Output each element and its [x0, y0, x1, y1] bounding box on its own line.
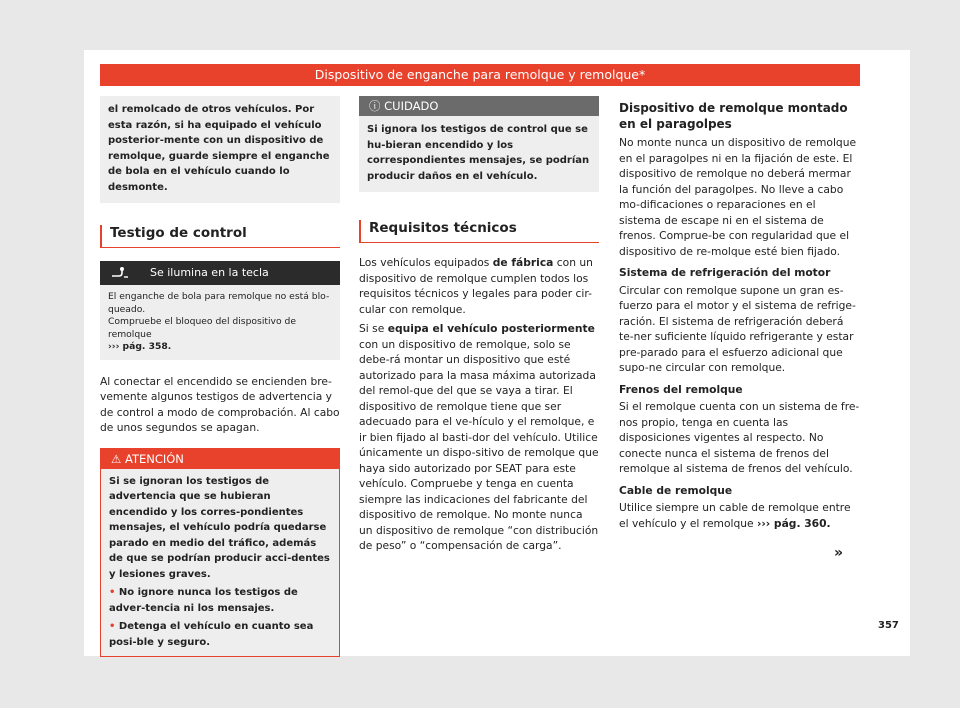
bullet-icon: •: [109, 587, 116, 598]
column-left: [100, 96, 340, 657]
caution-header: [359, 96, 599, 116]
towbar-warning-icon: [110, 266, 130, 280]
indicator-page-ref[interactable]: ››› pág. 358.: [108, 341, 172, 352]
heading-paragolpes: Dispositivo de remolque montado en el paragolpes: [619, 101, 848, 131]
caution-box: [359, 96, 599, 192]
caution-text: Si ignora los testigos de control que se hu-bieran encendido y los correspondientes mensajes, se podrían producir daños en el vehículo.: [359, 116, 599, 192]
bullet-icon: •: [109, 621, 116, 632]
paragraph-refrigeracion: Circular con remolque supone un gran es-fuerzo para el motor y el sistema de refrige-ración. El sistema de refrigeración deberá te-ner suficiente líquido refrigerante y estar pre-parado para el esfuerzo adicional que supo-ne circular con remolque.: [619, 283, 856, 374]
indicator-paragraph: Al conectar el encendido se encienden bre-vemente algunos testigos de advertencia y de control a modo de comprobación. Al cabo de unos segundos se apagan.: [100, 374, 340, 434]
warning-bullet-2: • Detenga el vehículo en cuanto sea posi-ble y seguro.: [109, 621, 314, 648]
warning-body: [101, 469, 339, 657]
warning-text: Si se ignoran los testigos de advertencia que se hubieran encendido y los corres-pondientes mensajes, el vehículo podría quedarse parado en medio del tráfico, además de que se podrían producir acci-dentes y lesiones graves.: [109, 475, 330, 580]
warning-label: ATENCIÓN: [124, 451, 184, 466]
paragraph-cable: Utilice siempre un cable de remolque entre el vehículo y el remolque ››› pág. 360.: [619, 501, 851, 530]
info-circle-icon: ⓘ: [369, 99, 381, 113]
page-number: 357: [878, 620, 899, 631]
indicator-table-header: [100, 261, 340, 285]
warning-bullet-1: • No ignore nunca los testigos de adver-tencia ni los mensajes.: [109, 587, 298, 614]
heading-refrigeracion: Sistema de refrigeración del motor: [619, 266, 831, 279]
continue-marker: »: [834, 545, 844, 561]
cable-page-ref[interactable]: ››› pág. 360.: [757, 516, 831, 530]
heading-frenos: Frenos del remolque: [619, 382, 743, 396]
requisitos-paragraph-2: Si se equipa el vehículo posteriormente con un dispositivo de remolque, solo se debe-rá montar un dispositivo que esté autorizado para la masa máxima autorizada del remol-que del que se vaya a tirar. El dispositivo de remolque tiene que ser adecuado para el ve-hículo y el remolque, e ir bien fijado al basti-dor del vehículo. Utilice únicamente un dispo-sitivo de remolque que haya sido autorizado por SEAT para este vehículo. Compruebe y tenga en cuenta siempre las indicaciones del fabricante del dispositivo de remolque. No monte nunca un dispositivo de remolque “con distribución de peso” o “compensación de carga”.: [359, 322, 599, 552]
warning-header: [101, 449, 339, 469]
heading-cable: Cable de remolque: [619, 483, 733, 497]
indicator-table-header-text: Se ilumina en la tecla: [150, 266, 269, 279]
indicator-line-2: Compruebe el bloqueo del dispositivo de remolque: [108, 316, 296, 340]
intro-box: el remolcado de otros vehículos. Por esta razón, si ha equipado el vehículo posterior-mente con un dispositivo de remolque, guarde siempre el enganche de bola en el vehículo cuando lo desmonte.: [100, 96, 340, 203]
warning-triangle-icon: ⚠: [111, 451, 122, 466]
column-middle: [359, 96, 599, 554]
indicator-table-body: [100, 285, 340, 360]
requisitos-paragraph-1: Los vehículos equipados de fábrica con un dispositivo de remolque cumplen todos los requisitos técnicos y legales para poder cir-cular con remolque.: [359, 256, 593, 316]
column-right: [619, 100, 860, 531]
page-header: Dispositivo de enganche para remolque y remolque*: [100, 64, 860, 86]
section-title-testigo: Testigo de control: [100, 225, 340, 248]
paragraph-paragolpes: No monte nunca un dispositivo de remolque en el paragolpes ni en la fijación de este. El dispositivo de remolque no deberá mermar la función del paragolpes. No lleve a cabo mo-dificaciones o reparaciones en el sistema de escape ni en el sistema de frenos. Comprue-be con regularidad que el dispositivo de re-molque esté bien fijado.: [619, 136, 857, 258]
section-title-requisitos: Requisitos técnicos: [359, 220, 599, 243]
indicator-line-1: El enganche de bola para remolque no está blo-queado.: [108, 291, 330, 315]
caution-label: CUIDADO: [384, 99, 439, 113]
warning-box: [100, 448, 340, 658]
paragraph-frenos: Si el remolque cuenta con un sistema de fre-nos propio, tenga en cuenta las disposiciones vigentes al respecto. No conecte nunca el sistema de frenos del remolque al sistema de frenos del vehículo.: [619, 400, 860, 475]
